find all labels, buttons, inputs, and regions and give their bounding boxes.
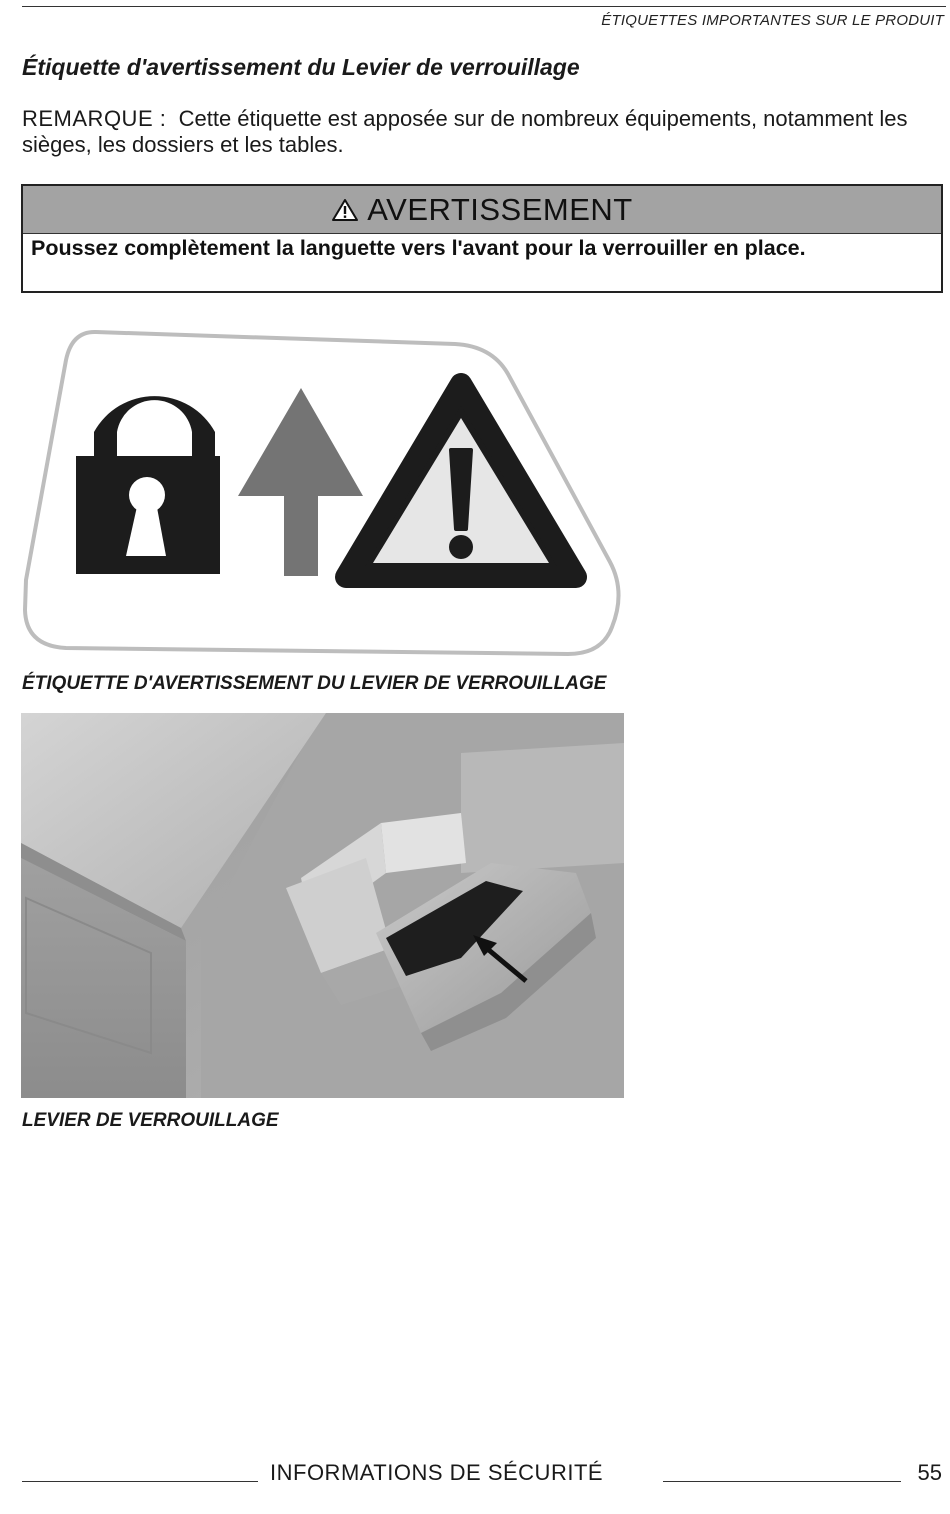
warning-title: AVERTISSEMENT	[367, 191, 633, 227]
footer-rule-right	[663, 1481, 901, 1482]
warning-header	[23, 186, 941, 234]
note-paragraph	[22, 106, 944, 158]
note-text: Cette étiquette est apposée sur de nombreux équipements, notamment les sièges, les dossiers et les tables.	[22, 106, 908, 157]
page-number: 55	[917, 1460, 942, 1485]
warning-triangle-icon	[331, 198, 359, 222]
lock-lever-photo	[21, 713, 624, 1098]
running-header: ÉTIQUETTES IMPORTANTES SUR LE PRODUIT	[601, 12, 944, 29]
warning-box	[21, 184, 943, 293]
warning-text: Poussez complètement la languette vers l'avant pour la verrouiller en place.	[31, 236, 806, 260]
header-rule	[22, 6, 946, 7]
label-figure-caption: ÉTIQUETTE D'AVERTISSEMENT DU LEVIER DE VERROUILLAGE	[22, 673, 607, 694]
photo-figure-caption: LEVIER DE VERROUILLAGE	[22, 1110, 279, 1131]
note-label: REMARQUE :	[22, 106, 167, 131]
section-title: Étiquette d'avertissement du Levier de verrouillage	[22, 54, 580, 80]
lock-lever-warning-label	[20, 322, 625, 660]
footer-rule-left	[22, 1481, 258, 1482]
footer-section-name: INFORMATIONS DE SÉCURITÉ	[270, 1460, 604, 1485]
